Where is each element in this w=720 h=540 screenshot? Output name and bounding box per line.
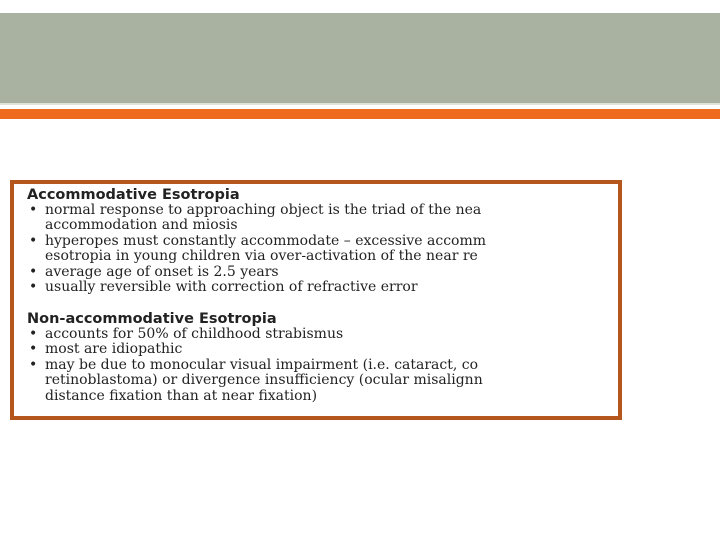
- list-item-line: average age of onset is 2.5 years: [45, 263, 279, 280]
- list-item: [14, 327, 483, 342]
- list-item-line: most are idiopathic: [45, 341, 183, 358]
- list-item: [14, 280, 486, 295]
- list-item-line: normal response to approaching object is the triad of the nea: [45, 202, 482, 218]
- bullet-list: [14, 203, 486, 295]
- list-item-line: retinoblastoma) or divergence insufficiency (ocular misalignn: [45, 372, 483, 389]
- bullet-icon: •: [29, 263, 38, 280]
- list-item-line: distance fixation than at near fixation): [45, 387, 318, 404]
- bullet-icon: •: [29, 279, 38, 296]
- bullet-icon: •: [29, 202, 38, 218]
- bullet-icon: •: [29, 341, 38, 358]
- orange-accent-bar: [0, 109, 720, 119]
- list-item-line: hyperopes must constantly accommodate – excessive accomm: [45, 232, 487, 249]
- list-item: [14, 358, 483, 404]
- bullet-icon: •: [29, 232, 38, 249]
- list-item-line: accommodation and miosis: [45, 217, 238, 234]
- title-band: [0, 13, 720, 103]
- list-item-line: may be due to monocular visual impairment (i.e. cataract, co: [45, 356, 479, 373]
- section-title: Non-accommodative Esotropia: [27, 311, 277, 327]
- section-non-accommodative: [14, 311, 483, 404]
- list-item: [14, 265, 486, 280]
- bullet-list: [14, 327, 483, 404]
- list-item: [14, 342, 483, 357]
- list-item: [14, 203, 486, 234]
- textbook-excerpt-image: [10, 180, 622, 420]
- list-item-line: usually reversible with correction of refractive error: [45, 279, 418, 296]
- bullet-icon: •: [29, 356, 38, 373]
- list-item-line: accounts for 50% of childhood strabismus: [45, 326, 344, 342]
- list-item-line: esotropia in young children via over-activation of the near re: [45, 248, 478, 265]
- list-item: [14, 234, 486, 265]
- section-accommodative: [14, 187, 486, 295]
- section-title: Accommodative Esotropia: [27, 187, 240, 203]
- bullet-icon: •: [29, 326, 38, 342]
